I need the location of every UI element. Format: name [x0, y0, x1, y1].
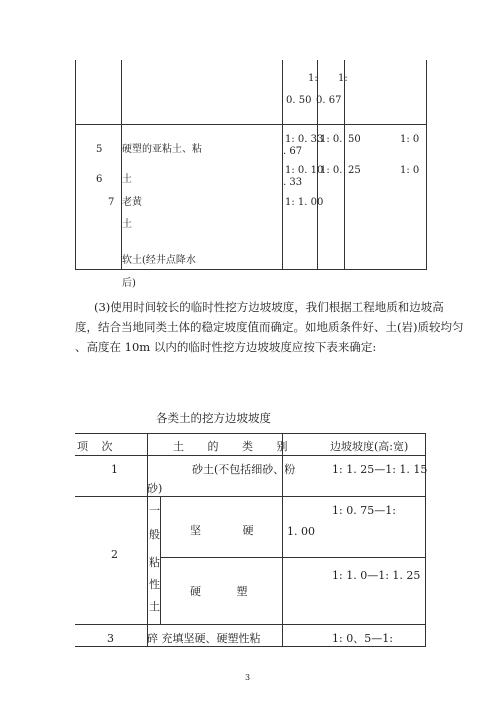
group-char: 粘 [149, 556, 160, 569]
top-ratio-a: 1: [308, 73, 318, 84]
paragraph-line-2: 度，结合当地同类土体的稳定坡度值而确定。如地质条件好、土(岩)质较均匀 [75, 320, 464, 334]
slope-value: 1: 0. 33 [285, 134, 324, 145]
row-number: 1 [111, 463, 118, 476]
slope-value: 1: 0. [320, 134, 343, 145]
soil-type-cont: 砂) [147, 482, 163, 495]
table-bottom-border [75, 646, 425, 647]
table-row-divider [75, 496, 425, 497]
top-table-col-divider [121, 60, 122, 270]
table-col-divider [147, 433, 148, 647]
top-table-bottom-border [75, 269, 427, 270]
header-slope: 边坡坡度(高:宽) [330, 440, 409, 453]
slope-value: 1: 0. 75—1: [332, 504, 396, 517]
group-char: 一 [149, 504, 160, 517]
group-char: 般 [149, 528, 160, 541]
slope-value-cont: . 33 [283, 177, 303, 188]
slope-value: 1: 0. [320, 165, 343, 176]
soil-type: 土 [122, 219, 132, 230]
table-title: 各类土的挖方边坡坡度 [156, 411, 271, 425]
row-number: 7 [108, 197, 115, 208]
row-number: 3 [107, 632, 114, 645]
top-ratio-b2: 0. 67 [316, 95, 342, 106]
soil-type: 软土(经井点降水 [122, 255, 196, 266]
soil-type: 老黄 [122, 197, 142, 208]
page-number: 3 [245, 673, 251, 682]
slope-value-cont: . 67 [283, 146, 303, 157]
row-number: 5 [96, 144, 103, 155]
subcategory: 坚 硬 [190, 524, 254, 537]
top-table-right-border [426, 60, 427, 270]
paragraph-line-1: (3)使用时间较长的临时性挖方边坡坡度，我们根据工程地质和边坡高 [94, 300, 444, 314]
soil-type: 硬塑的亚粘土、粘 [122, 144, 202, 155]
row-number: 6 [96, 174, 103, 185]
table-header-divider [75, 455, 425, 456]
table-row-divider [75, 624, 425, 625]
slope-value: 1: 0 [400, 165, 420, 176]
soil-type-trailing: 后) [122, 278, 136, 289]
slope-value-cont: 1. 00 [287, 525, 315, 538]
slope-value: 50 [348, 134, 361, 145]
subcategory: 硬 塑 [190, 585, 248, 598]
soil-type: 碎 充填坚硬、硬塑性粘 [147, 632, 261, 645]
slope-value: 1: 1. 00 [285, 197, 324, 208]
top-table-col-divider [282, 60, 283, 270]
row-number: 2 [111, 548, 118, 561]
header-soil-type: 土 的 类 别 [173, 440, 288, 453]
slope-value: 25 [348, 165, 361, 176]
group-char: 土 [149, 600, 160, 613]
soil-type: 砂土(不包括细砂、粉 [192, 463, 296, 476]
top-table-col-divider [344, 60, 345, 270]
group-char: 性 [149, 578, 160, 591]
slope-value: 1: 0 [400, 134, 420, 145]
table-subcol-divider [160, 496, 161, 624]
slope-value: 1: 1. 0—1: 1. 25 [332, 569, 421, 582]
top-ratio-a2: 0. 50 [286, 95, 312, 106]
slope-value: 1: 0. 10 [285, 165, 324, 176]
top-ratio-b: 1: [338, 73, 348, 84]
top-table-left-border [75, 60, 76, 270]
header-item: 项 次 [77, 440, 113, 453]
slope-value: 1: 1. 25—1: 1. 15 [332, 463, 428, 476]
table-top-border [75, 433, 425, 434]
paragraph-line-3: 、高度在 10m 以内的临时性挖方边坡坡度应按下表来确定: [75, 340, 377, 354]
slope-value: 1: 0、5—1: [332, 632, 393, 645]
soil-type: 土 [122, 174, 132, 185]
top-table-row-divider [75, 124, 427, 125]
table-subrow-divider [160, 557, 425, 558]
